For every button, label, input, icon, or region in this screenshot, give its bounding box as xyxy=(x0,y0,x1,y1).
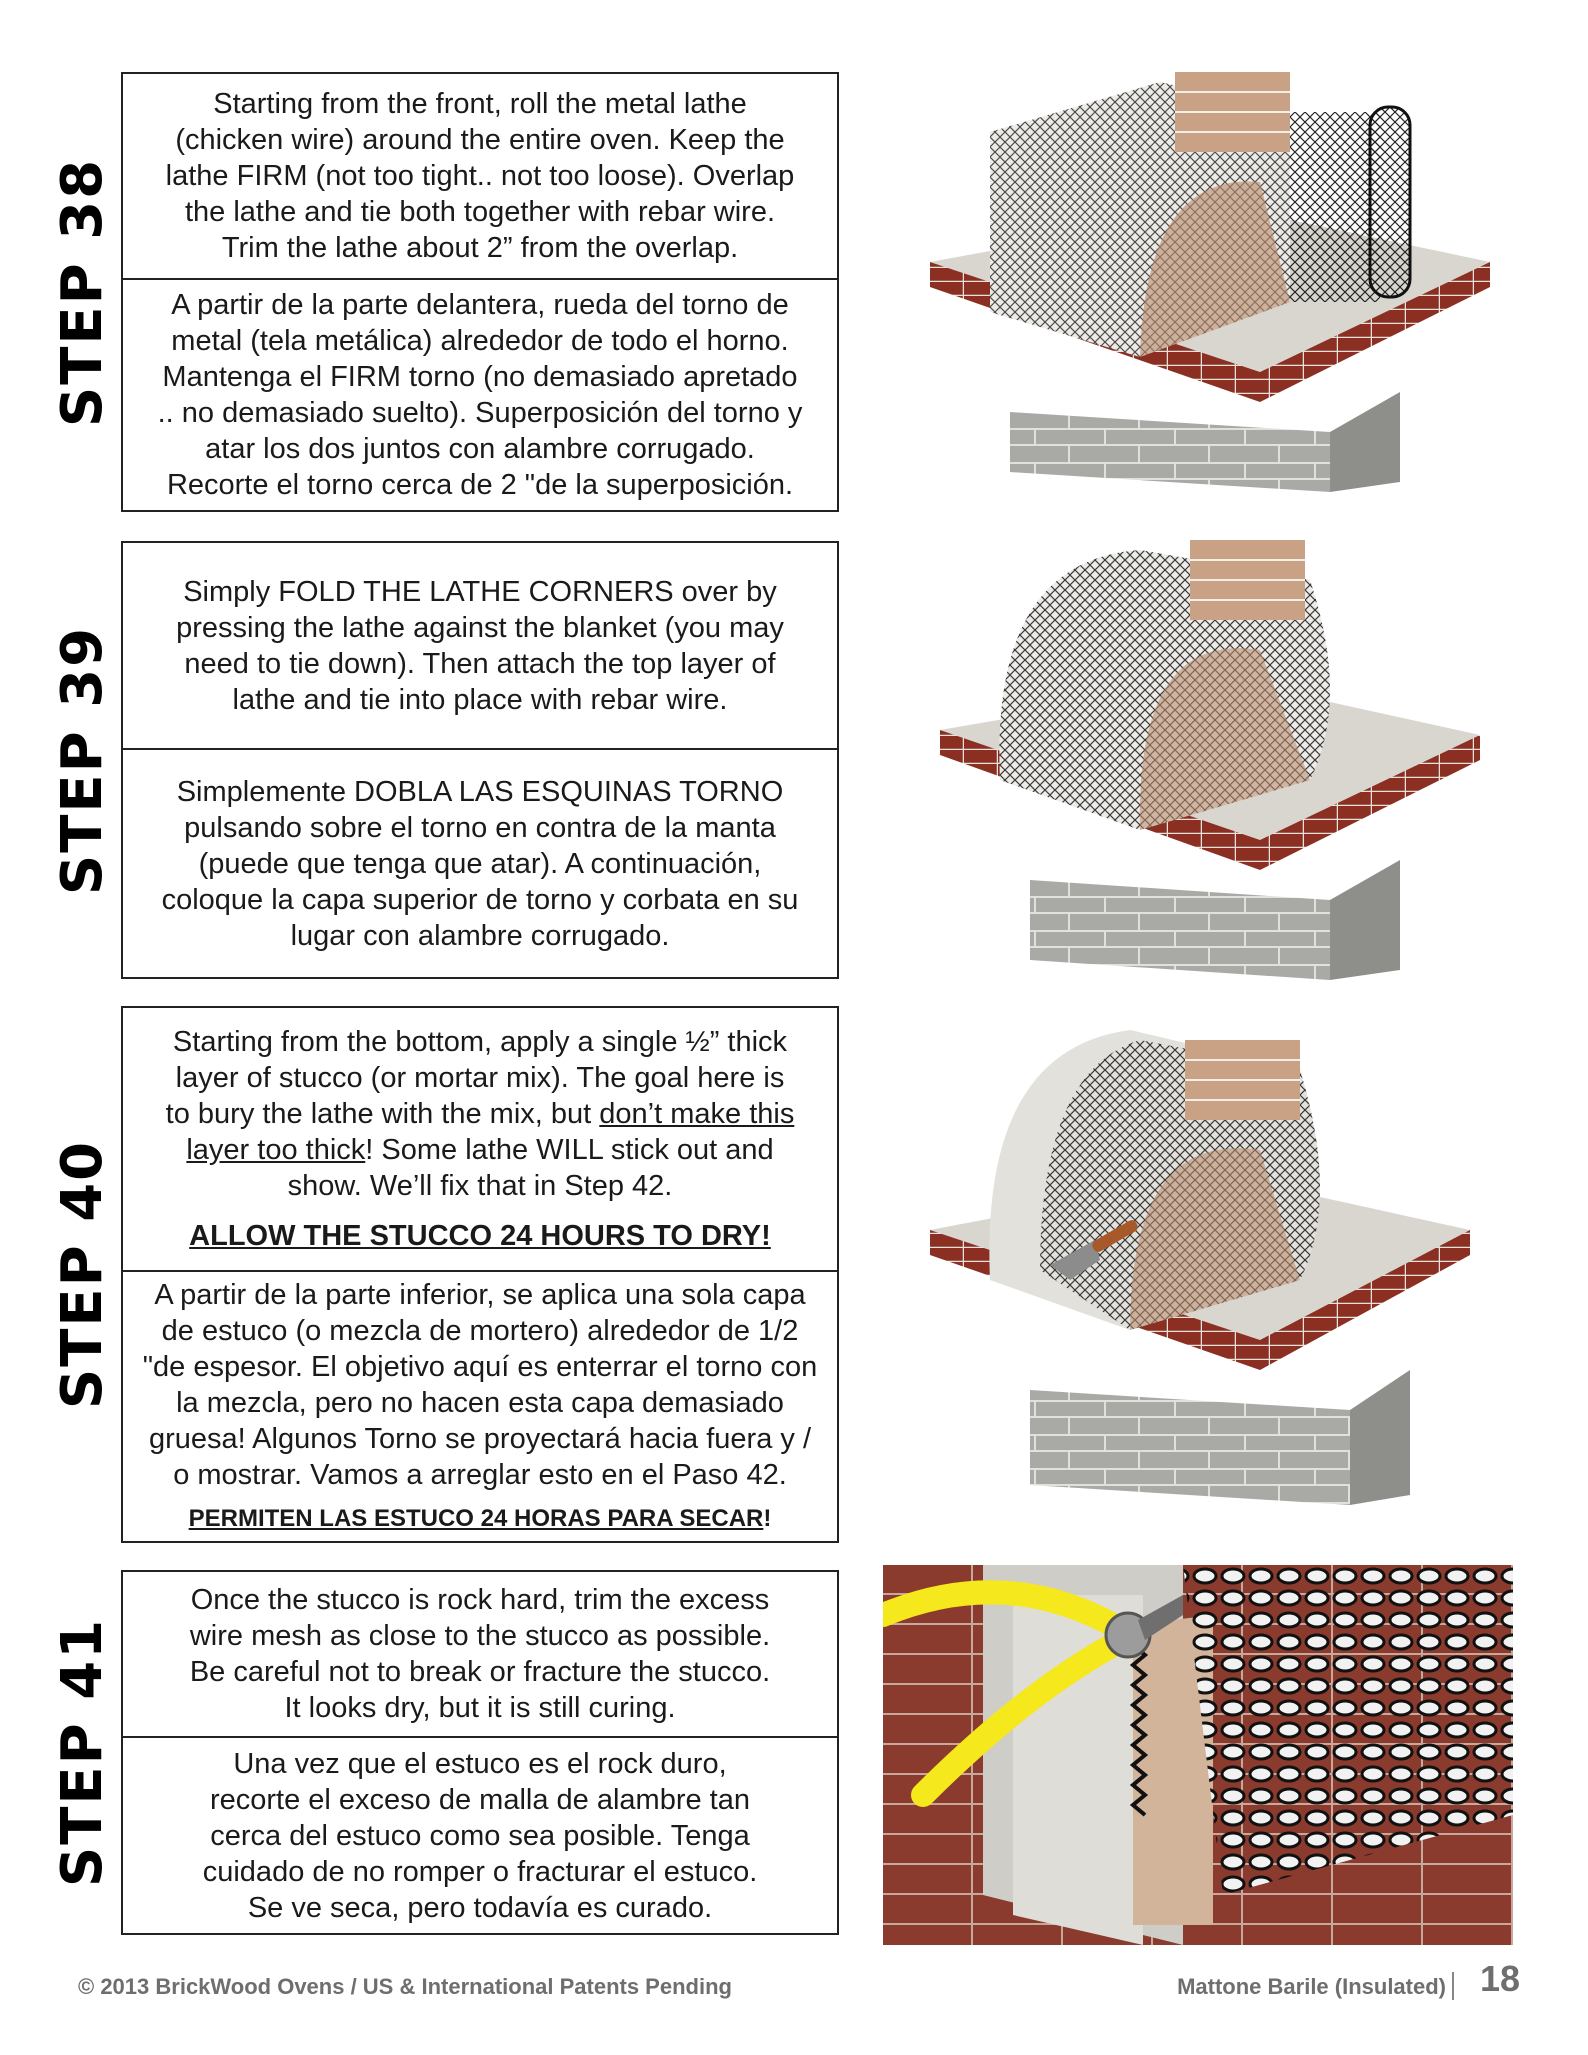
step-41-label: STEP 41 xyxy=(50,1617,116,1888)
step-40-warning-es: PERMITEN LAS ESTUCO 24 HORAS PARA SECAR! xyxy=(188,1504,772,1532)
oven-illustration-step-39 xyxy=(930,540,1490,980)
footer-separator xyxy=(1452,1972,1454,2000)
footer-model-name: Mattone Barile (Insulated) xyxy=(1177,1974,1446,1999)
step-38-box xyxy=(121,72,839,512)
step-39-english: Simply FOLD THE LATHE CORNERS over by pressing the lathe against the blanket (you may need to tie down). Then attach the top layer of lathe and tie into place with rebar wire. xyxy=(176,575,784,716)
step-38-spanish: A partir de la parte delantera, rueda del torno de metal (tela metálica) alrededor de todo el horno. Mantenga el FIRM torno (no demasiado apretado .. no demasiado suelto). Superposición del torno y atar los dos juntos con alambre corrugado. Recorte el torno cerca de 2 "de la superposición. xyxy=(157,289,803,501)
footer-copyright: © 2013 BrickWood Ovens / US & International Patents Pending xyxy=(78,1974,732,1999)
step-41-english: Once the stucco is rock hard, trim the excess wire mesh as close to the stucco as possible. Be careful not to break or fracture the stucco. It looks dry, but it is still curing. xyxy=(189,1584,771,1724)
step-38-label: STEP 38 xyxy=(50,157,116,427)
step-40-spanish: A partir de la parte inferior, se aplica una sola capa de estuco (o mezcla de mortero) alrededor de 1/2 "de espesor. El objetivo aquí es enterrar el torno con la mezcla, pero no hacen esta capa demasiado gruesa! Algunos Torno se proyectará hacia fuera y / o mostrar. Vamos a arreglar esto en el Paso 42. PERMITEN LAS ESTUCO 24 HORAS PARA SECAR! xyxy=(123,1272,837,1541)
wire-trimming-illustration-step-41 xyxy=(883,1565,1513,1945)
step-39-spanish: Simplemente DOBLA LAS ESQUINAS TORNO pulsando sobre el torno en contra de la manta (puede que tenga que atar). A continuación, coloque la capa superior de torno y corbata en su lugar con alambre corrugado. xyxy=(161,775,799,952)
step-41-spanish: Una vez que el estuco es el rock duro, recorte el exceso de malla de alambre tan cerca del estuco como sea posible. Tenga cuidado de no romper o fracturar el estuco. Se ve seca, pero todavía es curado. xyxy=(202,1747,758,1924)
step-38-english: Starting from the front, roll the metal lathe (chicken wire) around the entire oven. Keep the lathe FIRM (not too tight.. not too loose). Overlap the lathe and tie both together with rebar wire. Trim the lathe about 2” from the overlap. xyxy=(165,88,795,264)
step-40-english: Starting from the bottom, apply a single ½” thick layer of stucco (or mortar mix). The goal here is to bury the lathe with the mix, but don’t make this layer too thick! Some lathe WILL stick out and show. We’ll fix that in Step 42. ALLOW THE STUCCO 24 HOURS TO DRY! xyxy=(165,1026,795,1252)
step-40-warning-en: ALLOW THE STUCCO 24 HOURS TO DRY! xyxy=(189,1220,771,1252)
page-number: 18 xyxy=(1480,1958,1521,1999)
step-40-label: STEP 40 xyxy=(50,1139,116,1410)
step-41-box xyxy=(121,1570,839,1935)
oven-illustration-step-38 xyxy=(930,72,1490,492)
step-39-box xyxy=(121,541,839,979)
oven-illustration-step-40 xyxy=(930,1010,1490,1510)
step-39-label: STEP 39 xyxy=(50,625,116,895)
step-40-box xyxy=(121,1006,839,1543)
